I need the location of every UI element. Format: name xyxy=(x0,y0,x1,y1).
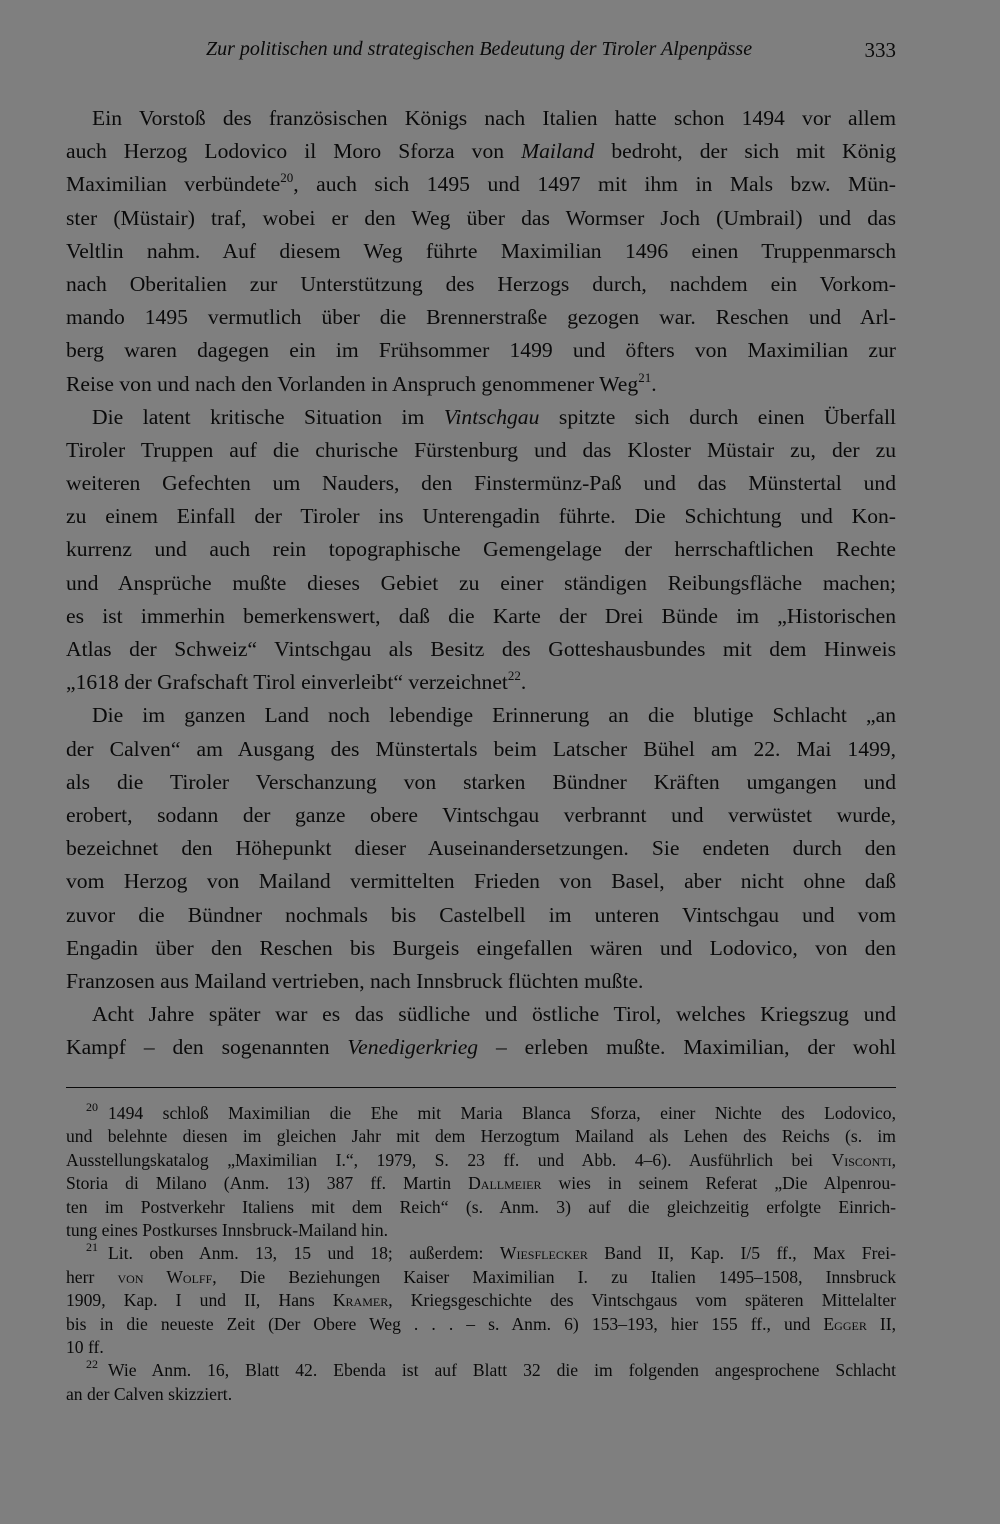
footnote-number: 20 xyxy=(86,1100,98,1114)
footnote-line: herr von Wolff, Die Beziehungen Kaiser Maximilian I. zu Italien 1495–1508, Innsbruck xyxy=(66,1266,896,1287)
text-line: Reise von und nach den Vorlanden in Anspruch genommener Weg$^{21}$. xyxy=(66,369,657,396)
footnote-ref: 22 xyxy=(507,668,521,684)
main-text xyxy=(66,102,896,1064)
text-line: Tiroler Truppen auf die churische Fürstenburg und das Kloster Müstair zu, der zu xyxy=(66,437,896,462)
text-line: mando 1495 vermutlich über die Brennerstraße gezogen war. Reschen und Arl- xyxy=(66,305,896,330)
emphasis: Mailand xyxy=(521,139,595,164)
text-line: vom Herzog von Mailand vermittelten Frieden von Basel, aber nicht ohne daß xyxy=(66,869,896,894)
text-line: bezeichnet den Höhepunkt dieser Auseinandersetzungen. Sie endeten durch den xyxy=(66,836,896,861)
footnote-line: tung eines Postkurses Innsbruck-Mailand hin. xyxy=(66,1219,389,1240)
text-line: „1618 der Grafschaft Tirol einverleibt“ verzeichnet$^{22}$. xyxy=(66,668,527,695)
footnote-line: Ausstellungskatalog „Maximilian I.“, 1979, S. 23 ff. und Abb. 4–6). Ausführlich bei Visconti, xyxy=(66,1149,896,1170)
text-line: ster (Müstair) traf, wobei er den Weg über das Wormser Joch (Umbrail) und das xyxy=(66,205,896,230)
footnotes xyxy=(66,1102,896,1406)
text-line: erobert, sodann der ganze obere Vintschgau verbrannt und verwüstet wurde, xyxy=(66,802,896,827)
footnote-line: Storia di Milano (Anm. 13) 387 ff. Martin Dallmeier wies in seinem Referat „Die Alpenrou- xyxy=(66,1173,896,1194)
footnote-ref: 20 xyxy=(280,170,294,186)
text-line: zuvor die Bündner nochmals bis Castelbell im unteren Vintschgau und vom xyxy=(66,902,896,927)
footnote-line: bis in die neueste Zeit (Der Obere Weg . . . – s. Anm. 6) 153–193, hier 155 ff., und Egger II, xyxy=(66,1313,896,1334)
page-number: 333 xyxy=(864,38,896,62)
text-line: der Calven“ am Ausgang des Münstertals beim Latscher Bühel am 22. Mai 1499, xyxy=(66,736,896,761)
text-line: Franzosen aus Mailand vertrieben, nach Innsbruck flüchten mußte. xyxy=(66,968,644,993)
text-line: weiteren Gefechten um Nauders, den Finstermünz-Paß und das Münstertal und xyxy=(66,471,896,496)
text-line: Maximilian verbündete$^{20}$, auch sich 1495 und 1497 mit ihm in Mals bzw. Mün- xyxy=(66,170,897,197)
emphasis: Venedigerkrieg xyxy=(347,1035,479,1060)
text-line: kurrenz und auch rein topographische Gemengelage der herrschaftlichen Rechte xyxy=(66,537,896,562)
text-line: zu einem Einfall der Tiroler ins Unterengadin führte. Die Schichtung und Kon- xyxy=(66,504,896,529)
emphasis: Vintschgau xyxy=(443,404,540,429)
footnote-line: und belehnte diesen im gleichen Jahr mit dem Herzogtum Mailand als Lehen des Reichs (s. im xyxy=(66,1126,896,1147)
footnote-divider xyxy=(66,1087,896,1088)
footnote-line: $^{21}$ Lit. oben Anm. 13, 15 und 18; außerdem: Wiesflecker Band II, Kap. I/5 ff., Max Frei- xyxy=(86,1240,896,1264)
footnote-number: 22 xyxy=(86,1357,98,1372)
text-line: Kampf – den sogenannten Venedigerkrieg – erleben mußte. Maximilian, der wohl xyxy=(66,1035,896,1060)
text-line: Ein Vorstoß des französischen Königs nach Italien hatte schon 1494 vor allem xyxy=(92,106,896,130)
footnote-number: 21 xyxy=(86,1240,98,1255)
text-line: nach Oberitalien zur Unterstützung des Herzogs durch, nachdem ein Vorkom- xyxy=(66,271,896,296)
footnote-line: an der Calven skizziert. xyxy=(66,1383,233,1404)
running-title: Zur politischen und strategischen Bedeutung der Tiroler Alpenpässe xyxy=(206,38,753,60)
footnote-line: 10 ff. xyxy=(66,1336,104,1357)
text-line: Die latent kritische Situation im Vintschgau spitzte sich durch einen Überfall xyxy=(92,404,896,429)
text-line: berg waren dagegen ein im Frühsommer 1499 und öfters von Maximilian zur xyxy=(66,338,896,363)
text-line: Veltlin nahm. Auf diesem Weg führte Maximilian 1496 einen Truppenmarsch xyxy=(66,238,896,263)
footnote-line: $^{20}$ 1494 schloß Maximilian die Ehe mit Maria Blanca Sforza, einer Nichte des Lodovico, xyxy=(86,1100,896,1123)
text-line: und Ansprüche mußte dieses Gebiet zu einer ständigen Reibungsfläche machen; xyxy=(66,570,896,595)
text-line: Engadin über den Reschen bis Burgeis eingefallen wären und Lodovico, von den xyxy=(66,935,896,960)
footnote-line: 1909, Kap. I und II, Hans Kramer, Kriegsgeschichte des Vintschgaus vom späteren Mittelalter xyxy=(66,1290,896,1311)
text-line: als die Tiroler Verschanzung von starken Bündner Kräften umgangen und xyxy=(66,769,896,794)
text-line: es ist immerhin bemerkenswert, daß die Karte der Drei Bünde im „Historischen xyxy=(66,603,896,628)
text-line: Atlas der Schweiz“ Vintschgau als Besitz des Gotteshausbundes mit dem Hinweis xyxy=(66,637,896,661)
text-line: auch Herzog Lodovico il Moro Sforza von Mailand bedroht, der sich mit König xyxy=(66,139,896,164)
page-header xyxy=(66,38,896,68)
text-line: Die im ganzen Land noch lebendige Erinnerung an die blutige Schlacht „an xyxy=(92,703,896,728)
text-line: Acht Jahre später war es das südliche und östliche Tirol, welches Kriegszug und xyxy=(92,1002,896,1027)
footnote-line: $^{22}$ Wie Anm. 16, Blatt 42. Ebenda ist auf Blatt 32 die im folgenden angesprochene Schlacht xyxy=(86,1357,896,1381)
footnote-ref: 21 xyxy=(638,369,652,385)
footnote-line: ten im Postverkehr Italiens mit dem Reich“ (s. Anm. 3) auf die gleichzeitig erfolgte Einrich- xyxy=(66,1196,896,1217)
